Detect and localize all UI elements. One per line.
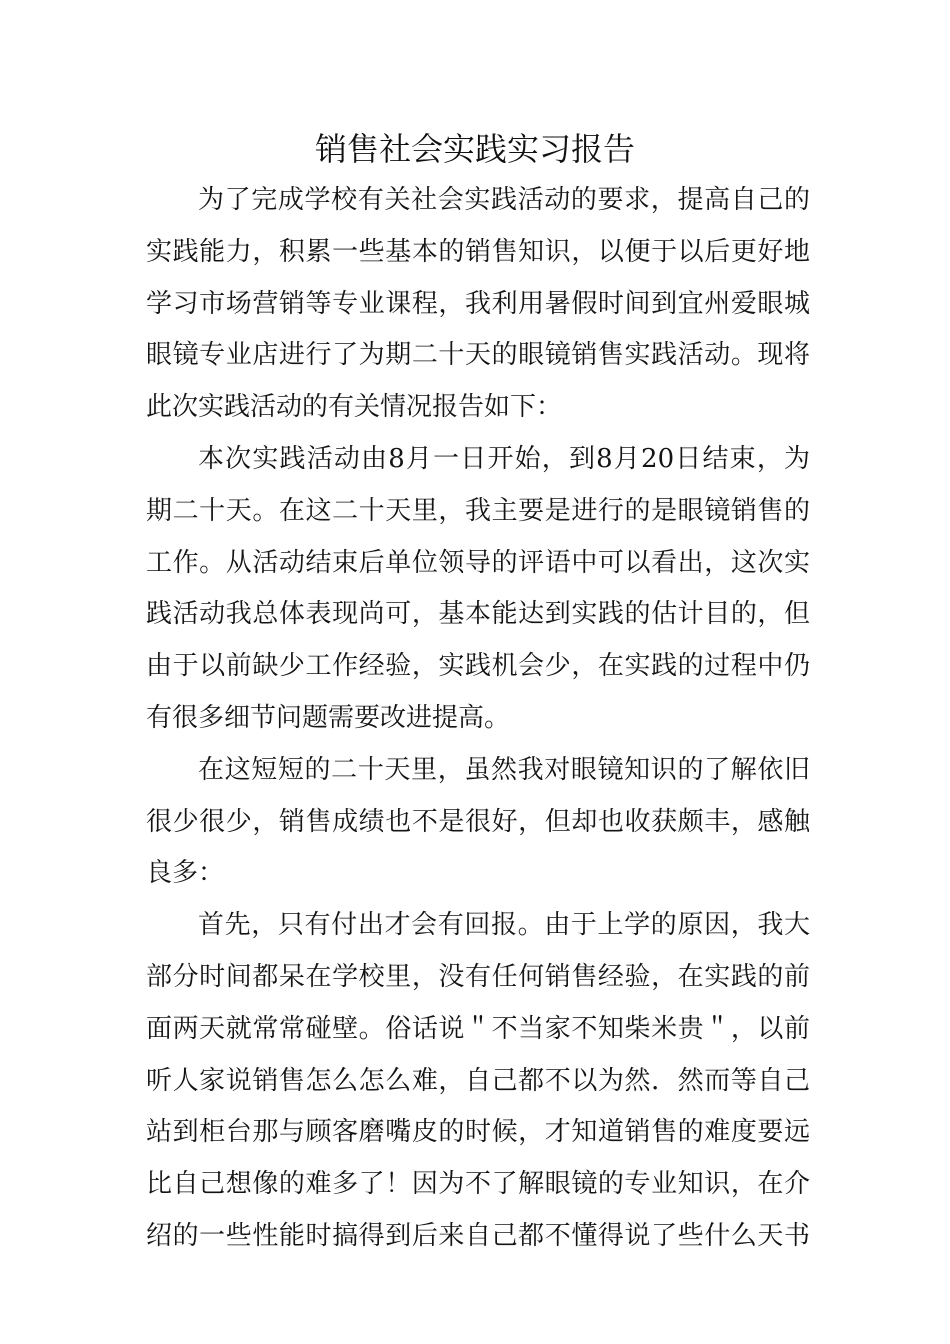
- text-line: 实践能力，积累一些基本的销售知识，以便于以后更好地: [146, 236, 810, 267]
- text-line: 践活动我总体表现尚可，基本能达到实践的估计目的，但: [146, 599, 810, 630]
- text-line: 工作。从活动结束后单位领导的评语中可以看出，这次实: [146, 547, 810, 578]
- text-line: 学习市场营销等专业课程，我利用暑假时间到宜州爱眼城: [146, 288, 810, 319]
- text-line: 由于以前缺少工作经验，实践机会少，在实践的过程中仍: [146, 651, 810, 682]
- text-line: 良多：: [146, 858, 225, 889]
- text-line: 期二十天。在这二十天里，我主要是进行的是眼镜销售的: [146, 495, 810, 526]
- text-line: 在这短短的二十天里，虽然我对眼镜知识的了解依旧: [198, 754, 810, 785]
- paragraph-3: [146, 745, 810, 900]
- paragraph-1: [146, 175, 810, 434]
- text-line: 部分时间都呆在学校里，没有任何销售经验，在实践的前: [146, 961, 810, 992]
- document-title: 销售社会实践实习报告: [314, 130, 635, 168]
- text-line: 眼镜专业店进行了为期二十天的眼镜销售实践活动。现将: [146, 340, 810, 371]
- paragraph-4: [146, 900, 810, 1263]
- text-line: 首先，只有付出才会有回报。由于上学的原因，我大: [198, 910, 810, 941]
- text-line: 比自己想像的难多了！因为不了解眼镜的专业知识，在介: [146, 1169, 810, 1200]
- text-line: 本次实践活动由8月一日开始，到8月20日结束，为: [198, 443, 810, 474]
- text-line: 为了完成学校有关社会实践活动的要求，提高自己的: [198, 185, 810, 215]
- text-line: 很少很少，销售成绩也不是很好，但却也收获颇丰，感触: [146, 806, 810, 837]
- text-line: 面两天就常常碰壁。俗话说＂不当家不知柴米贵＂，以前: [146, 1013, 810, 1044]
- text-line: 听人家说销售怎么怎么难，自己都不以为然．然而等自己: [146, 1065, 810, 1096]
- paragraph-2: [146, 434, 810, 745]
- text-line: 有很多细节问题需要改进提高。: [146, 702, 511, 733]
- text-line: 此次实践活动的有关情况报告如下：: [146, 392, 563, 423]
- text-line: 站到柜台那与顾客磨嘴皮的时候，才知道销售的难度要远: [146, 1117, 810, 1148]
- document-body: [146, 175, 810, 1263]
- text-line: 绍的一些性能时搞得到后来自己都不懂得说了些什么天书: [146, 1220, 810, 1251]
